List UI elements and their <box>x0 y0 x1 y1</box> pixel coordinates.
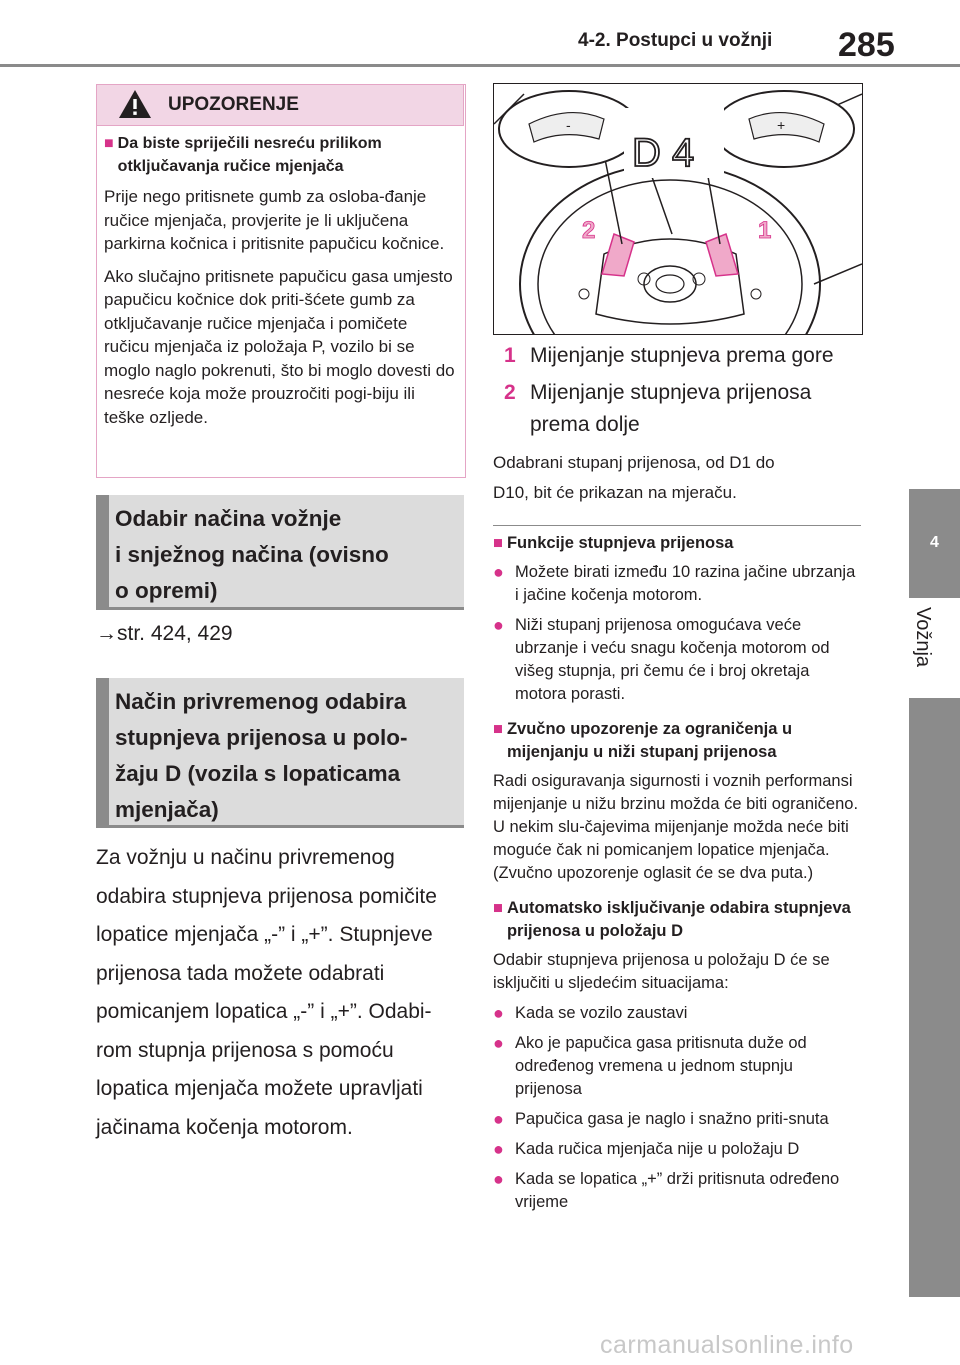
list-item-text: Kada se lopatica „+” drži pritisnuta određeno vrijeme <box>515 1170 840 1211</box>
list-item-text: Možete birati između 10 razina jačine ubrzanja i jačine kočenja motorom. <box>515 563 856 604</box>
header-rule <box>0 64 960 67</box>
round-bullet-icon: ● <box>493 562 504 582</box>
warning-triangle-icon <box>118 89 152 119</box>
body-line: jačinama kočenja motorom. <box>96 1115 353 1139</box>
paddle-shift-description <box>96 839 468 1147</box>
square-bullet-icon: ■ <box>493 534 503 552</box>
list-item-text: Kada ručica mjenjača nije u položaju D <box>515 1140 800 1158</box>
plus-label: + <box>777 117 786 133</box>
watermark: carmanualsonline.info <box>600 1331 854 1359</box>
body-line: odabira stupnjeva prijenosa pomičite <box>96 884 437 908</box>
functions-heading-text: Funkcije stupnjeva prijenosa <box>506 534 734 552</box>
label-1: 1 <box>758 217 772 244</box>
body-line: Za vožnju u načinu privremenog <box>96 846 395 869</box>
label-2: 2 <box>582 217 596 244</box>
list-item-text: Kada se vozilo zaustavi <box>515 1004 688 1022</box>
list-item <box>493 614 863 706</box>
legend-number: 2 <box>504 381 516 404</box>
round-bullet-icon: ● <box>493 1109 504 1129</box>
display-note-line: D10, bit će prikazan na mjeraču. <box>493 483 737 502</box>
illustration-legend <box>493 340 873 441</box>
section-title-drive-mode: Odabir načina vožnje i snježnog načina (ovisno o opremi) <box>115 506 389 603</box>
arrow-icon: → <box>96 622 117 645</box>
warning-subheading-text: Da biste spriječili nesreću prilikom otključavanja ručice mjenjača <box>117 135 382 175</box>
square-bullet-icon: ■ <box>493 899 503 917</box>
chapter-tab <box>909 489 960 597</box>
body-line: lopatice mjenjača „-” i „+”. Stupnjeve <box>96 923 433 946</box>
legend-item <box>493 340 873 372</box>
section-header-paddle-shift <box>96 678 464 828</box>
chapter-number: 4 <box>930 534 939 551</box>
square-bullet-icon: ■ <box>104 135 114 152</box>
list-item <box>493 1032 863 1101</box>
functions-heading <box>493 532 863 555</box>
auto-cancel-intro: Odabir stupnjeva prijenosa u položaju D će se isključiti u sljedećim situacijama: <box>493 951 830 992</box>
warning-title: UPOZORENJE <box>168 94 299 115</box>
warning-paragraph-2: Ako slučajno pritisnete papučicu gasa umjesto papučicu kočnice dok priti-šćete gumb za otključavanje ručice mjenjača i pomičete ručicu mjenjača iz položaja P, vozilo bi se moglo naglo pokrenuti, što bi moglo dovesti do nesreće koja može prouzročiti pogi-biju ili teške ozljede. <box>104 266 455 427</box>
list-item <box>493 561 863 607</box>
body-line: pomicanjem lopatica „-” i „+”. Odabi- <box>96 1000 432 1023</box>
chapter-title: Vožnja <box>912 607 934 668</box>
chapter-tab-bar <box>909 597 960 1297</box>
minus-label: - <box>566 117 571 133</box>
round-bullet-icon: ● <box>493 1033 504 1053</box>
list-item-text: Ako je papučica gasa pritisnuta duže od određenog vremena u jednom stupnju prijenosa <box>515 1034 807 1098</box>
round-bullet-icon: ● <box>493 1169 504 1189</box>
page-reference <box>96 622 233 646</box>
section-title-paddle-shift: Način privremenog odabira stupnjeva prijenosa u polo- žaju D (vozila s lopaticama mjenjača) <box>115 689 408 822</box>
round-bullet-icon: ● <box>493 1003 504 1023</box>
body-line: prijenosa tada možete odabrati <box>96 961 385 985</box>
buzzer-heading <box>493 718 863 764</box>
gear-display: D 4 <box>632 131 695 175</box>
warning-paragraph-1: Prije nego pritisnete gumb za osloba-đanje ručice mjenjača, provjerite je li uključena parkirna kočnica i pritisnite papučicu kočnice. <box>104 187 445 253</box>
running-header: 4-2. Postupci u vožnji <box>578 30 773 51</box>
legend-number: 1 <box>504 344 516 367</box>
legend-item <box>493 377 873 441</box>
legend-text: Mijenjanje stupnjeva prijenosa prema dolje <box>530 381 812 436</box>
auto-cancel-heading <box>493 897 863 943</box>
list-item <box>493 1002 863 1025</box>
round-bullet-icon: ● <box>493 1139 504 1159</box>
steering-wheel-illustration <box>493 83 863 335</box>
section-header-drive-mode <box>96 495 464 610</box>
display-note <box>493 448 775 508</box>
list-item <box>493 1108 863 1131</box>
auto-cancel-heading-text: Automatsko isključivanje odabira stupnjeva prijenosa u položaju D <box>506 899 851 940</box>
page-reference-text: str. 424, 429 <box>117 622 233 645</box>
legend-text: Mijenjanje stupnjeva prema gore <box>530 344 834 367</box>
display-note-line: Odabrani stupanj prijenosa, od D1 do <box>493 453 775 472</box>
square-bullet-icon: ■ <box>493 720 503 738</box>
list-item-text: Papučica gasa je naglo i snažno priti-snuta <box>515 1110 829 1128</box>
warning-body <box>104 132 456 438</box>
page-number: 285 <box>838 26 895 64</box>
body-line: lopatica mjenjača možete upravljati <box>96 1077 423 1100</box>
steering-wheel-drawing <box>494 84 862 334</box>
warning-subheading <box>104 132 456 178</box>
round-bullet-icon: ● <box>493 615 504 635</box>
list-item <box>493 1168 863 1214</box>
body-line: rom stupnja prijenosa s pomoću <box>96 1038 394 1062</box>
list-item <box>493 1138 863 1161</box>
functions-section <box>493 532 863 1214</box>
divider <box>493 525 861 526</box>
buzzer-text: Radi osiguravanja sigurnosti i voznih performansi mijenjanje u nižu brzinu možda će biti ograničeno. U nekim slu-čajevima mijenjanje možda neće biti moguće čak ni pomicanjem lopatice mjenjača. (Zvučno upozorenje oglasit će se dva puta.) <box>493 772 859 882</box>
list-item-text: Niži stupanj prijenosa omogućava veće ubrzanje i veću snagu kočenja motorom od višeg stupnja, pri čemu će i broj okretaja motora porasti. <box>515 616 830 703</box>
buzzer-heading-text: Zvučno upozorenje za ograničenja u mijenjanju u niži stupanj prijenosa <box>506 720 793 761</box>
